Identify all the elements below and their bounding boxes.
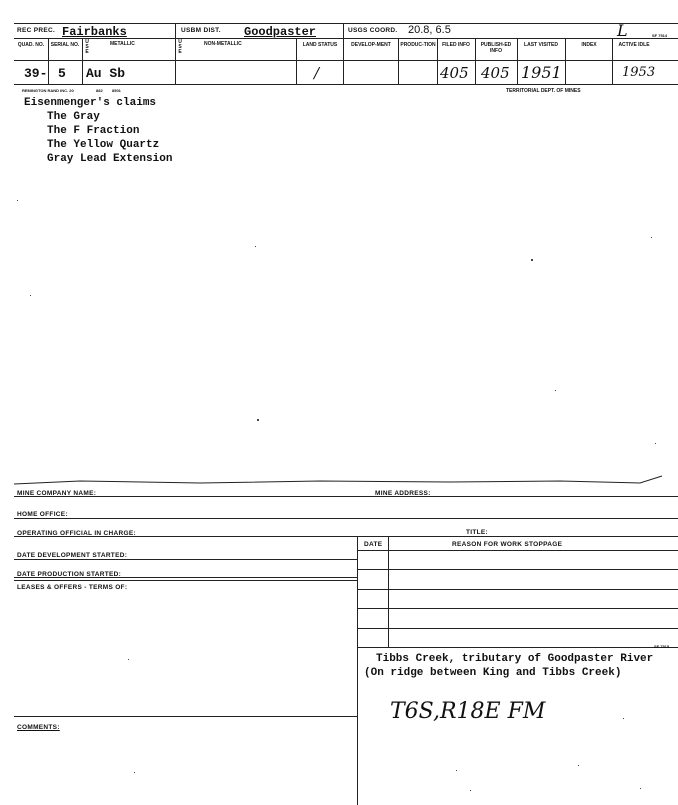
torn-edge [0, 470, 678, 490]
col-metallic: METALLIC [110, 41, 135, 47]
township-range: T6S,R18E FM [390, 699, 546, 724]
divider [175, 23, 176, 84]
home-office-label: HOME OFFICE: [17, 511, 68, 518]
col-development: DEVELOP-MENT [351, 42, 391, 48]
rule-prod-started-double [14, 580, 357, 581]
claims-heading: Eisenmenger's claims [24, 97, 157, 109]
department-name: TERRITORIAL DEPT. OF MINES [506, 88, 581, 94]
col-last-visited: LAST VISITED [524, 42, 558, 48]
speck [134, 772, 135, 773]
divider [343, 23, 344, 84]
date-development-started-label: DATE DEVELOPMENT STARTED: [17, 552, 128, 559]
col-production: PRODUC-TION [400, 42, 436, 48]
col-index: INDEX [581, 42, 597, 48]
speck [623, 718, 624, 719]
form-code: SF 7514 [652, 33, 668, 38]
title-label: TITLE: [466, 529, 489, 536]
divider [388, 536, 389, 648]
printer-code-1: 882 [96, 88, 103, 93]
col-active-idle: ACTIVE IDLE [618, 42, 650, 48]
operating-official-label: OPERATING OFFICIAL IN CHARGE: [17, 530, 136, 537]
claim-item: The Yellow Quartz [47, 139, 160, 151]
column-header-rule [14, 60, 678, 61]
rule-stoppage-header [357, 550, 678, 551]
location-line-2: (On ridge between King and Tibbs Creek) [364, 667, 622, 679]
col-non-metallic: NON-METALLIC [204, 41, 242, 47]
rule-dev-started [14, 559, 357, 560]
stoppage-row [357, 569, 678, 570]
speck [470, 790, 471, 791]
rule-company [14, 496, 678, 497]
divider [357, 536, 358, 648]
usgs-coord-value: 20.8, 6.5 [408, 24, 451, 36]
claim-item: The F Fraction [47, 125, 140, 137]
stoppage-row [357, 589, 678, 590]
speck [257, 419, 259, 421]
mine-company-name-label: MINE COMPANY NAME: [17, 490, 97, 497]
speck [655, 443, 656, 444]
speck [651, 237, 652, 238]
speck [531, 259, 533, 261]
record-quad: 39- [24, 66, 48, 81]
usbm-dist-label: USBM DIST. [181, 27, 221, 34]
corner-mark: L [617, 21, 628, 40]
leases-offers-label: LEASES & OFFERS - TERMS OF: [17, 584, 128, 591]
printer-name: REMINGTON RAND INC. 20 [22, 88, 74, 93]
header-top-rule [14, 23, 678, 24]
claim-item: Gray Lead Extension [47, 153, 173, 165]
record-serial: 5 [58, 66, 66, 81]
divider [296, 38, 297, 84]
col-use-letters-2: U S E [178, 39, 182, 55]
record-filed-info: 405 [440, 64, 469, 82]
printer-code-2: 8501 [112, 88, 121, 93]
stoppage-row [357, 628, 678, 629]
rule-comments [14, 716, 357, 717]
speck [128, 659, 129, 660]
col-use-letters: U S E [85, 39, 89, 55]
speck [456, 770, 457, 771]
col-land-status: LAND STATUS [302, 42, 338, 48]
reason-column-label: REASON FOR WORK STOPPAGE [452, 541, 563, 548]
col-serial-no: SERIAL NO. [50, 42, 80, 48]
record-row-rule [14, 84, 678, 85]
speck [255, 246, 256, 247]
speck [640, 788, 641, 789]
divider [612, 38, 613, 84]
col-published-info: PUBLISH-ED INFO [480, 42, 512, 54]
form-code-2: SF 7515 [654, 644, 670, 649]
record-last-visited: 1951 [521, 63, 562, 82]
speck [578, 765, 579, 766]
record-published-info: 405 [481, 64, 510, 82]
divider [357, 648, 358, 805]
speck [30, 295, 31, 296]
comments-label: COMMENTS: [17, 724, 60, 731]
divider [82, 38, 83, 84]
speck [555, 390, 556, 391]
stoppage-row [357, 647, 678, 648]
stoppage-row [357, 608, 678, 609]
mine-address-label: MINE ADDRESS: [375, 490, 431, 497]
record-land-status: / [314, 64, 320, 82]
col-filed-info: FILED INFO [442, 42, 470, 48]
rule-home-office [14, 518, 678, 519]
record-active-idle: 1953 [622, 65, 656, 80]
col-quad-no: QUAD. NO. [17, 42, 45, 48]
usbm-dist-value: Goodpaster [244, 25, 317, 39]
rec-prec-value: Fairbanks [62, 25, 127, 39]
rec-prec-label: REC PREC. [17, 27, 56, 34]
date-production-started-label: DATE PRODUCTION STARTED: [17, 571, 122, 578]
record-metallic: Au Sb [86, 66, 126, 81]
usgs-coord-label: USGS COORD. [348, 27, 398, 34]
location-line-1: Tibbs Creek, tributary of Goodpaster River [376, 653, 654, 665]
speck [17, 200, 18, 201]
date-column-label: DATE [364, 541, 383, 548]
claim-item: The Gray [47, 111, 100, 123]
